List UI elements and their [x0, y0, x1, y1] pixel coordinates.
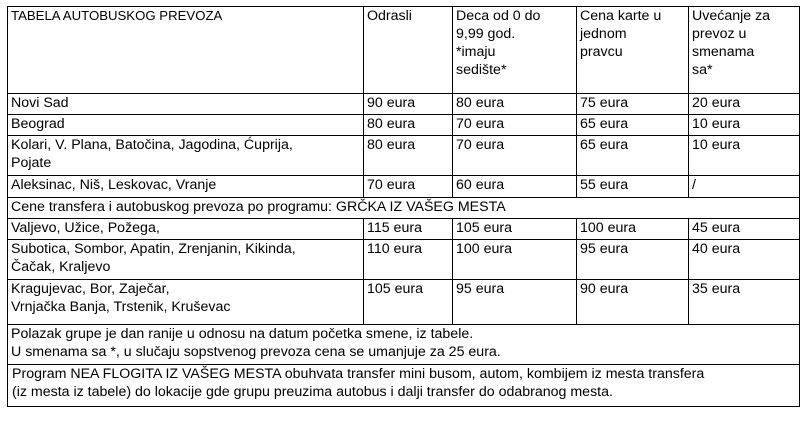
- children-price: 70 eura: [453, 136, 577, 176]
- increase-price: 10 eura: [689, 136, 800, 176]
- children-price: 95 eura: [453, 280, 577, 325]
- ticket-price: 95 eura: [577, 240, 689, 280]
- increase-price: 10 eura: [689, 115, 800, 136]
- children-price: 80 eura: [453, 94, 577, 115]
- header-ticket: Cena karte u jednom pravcu: [577, 7, 689, 94]
- section-title: Cene transfera i autobuskog prevoza po programu: GRČKA IZ VAŠEG MESTA: [8, 198, 800, 219]
- increase-price: 40 eura: [689, 240, 800, 280]
- adults-price: 105 eura: [364, 280, 453, 325]
- section-row: [8, 198, 800, 219]
- notes-cell: [8, 325, 800, 365]
- city-cell: Valjevo, Užice, Požega,: [8, 219, 364, 240]
- table-row: [8, 115, 800, 136]
- adults-price: 110 eura: [364, 240, 453, 280]
- table-row: [8, 240, 800, 280]
- increase-price: 20 eura: [689, 94, 800, 115]
- city-cell: Kragujevac, Bor, Zaječar, Vrnjačka Banja, Trstenik, Kruševac: [8, 280, 364, 325]
- table-row: [8, 219, 800, 240]
- program-description: Program NEA FLOGITA IZ VAŠEG MESTA obuhvata transfer mini busom, autom, kombijem iz mesta transfera (iz mesta iz tabele) do lokacije gde grupu preuzima autobus i dalji transfer do odabranog mesta.: [8, 365, 800, 407]
- header-adults: Odrasli: [364, 7, 453, 94]
- increase-price: /: [689, 176, 800, 198]
- adults-price: 115 eura: [364, 219, 453, 240]
- header-row: [8, 7, 800, 94]
- children-price: 60 eura: [453, 176, 577, 198]
- city-cell: Aleksinac, Niš, Leskovac, Vranje: [8, 176, 364, 198]
- children-price: 70 eura: [453, 115, 577, 136]
- departure-note: Polazak grupe je dan ranije u odnosu na datum početka smene, iz tabele.: [11, 326, 474, 342]
- ticket-price: 100 eura: [577, 219, 689, 240]
- header-children: Deca od 0 do 9,99 god. *imaju sedište*: [453, 7, 577, 94]
- table-row: [8, 136, 800, 176]
- bus-transport-table: [7, 6, 800, 407]
- city-cell: Beograd: [8, 115, 364, 136]
- increase-price: 45 eura: [689, 219, 800, 240]
- adults-price: 70 eura: [364, 176, 453, 198]
- notes-row: [8, 325, 800, 365]
- ticket-price: 75 eura: [577, 94, 689, 115]
- adults-price: 90 eura: [364, 94, 453, 115]
- table-row: [8, 94, 800, 115]
- discount-note: U smenama sa *, u slučaju sopstvenog prevoza cena se umanjuje za 25 eura.: [11, 344, 501, 360]
- ticket-price: 55 eura: [577, 176, 689, 198]
- children-price: 100 eura: [453, 240, 577, 280]
- increase-price: 35 eura: [689, 280, 800, 325]
- adults-price: 80 eura: [364, 115, 453, 136]
- program-row: [8, 365, 800, 407]
- header-increase: Uvećanje za prevoz u smenama sa*: [689, 7, 800, 94]
- city-cell: Kolari, V. Plana, Batočina, Jagodina, Ćuprija, Pojate: [8, 136, 364, 176]
- table-row: [8, 280, 800, 325]
- children-price: 105 eura: [453, 219, 577, 240]
- table-row: [8, 176, 800, 198]
- ticket-price: 65 eura: [577, 115, 689, 136]
- city-cell: Novi Sad: [8, 94, 364, 115]
- ticket-price: 65 eura: [577, 136, 689, 176]
- header-title: TABELA AUTOBUSKOG PREVOZA: [8, 7, 364, 94]
- city-cell: Subotica, Sombor, Apatin, Zrenjanin, Kikinda, Čačak, Kraljevo: [8, 240, 364, 280]
- ticket-price: 90 eura: [577, 280, 689, 325]
- adults-price: 80 eura: [364, 136, 453, 176]
